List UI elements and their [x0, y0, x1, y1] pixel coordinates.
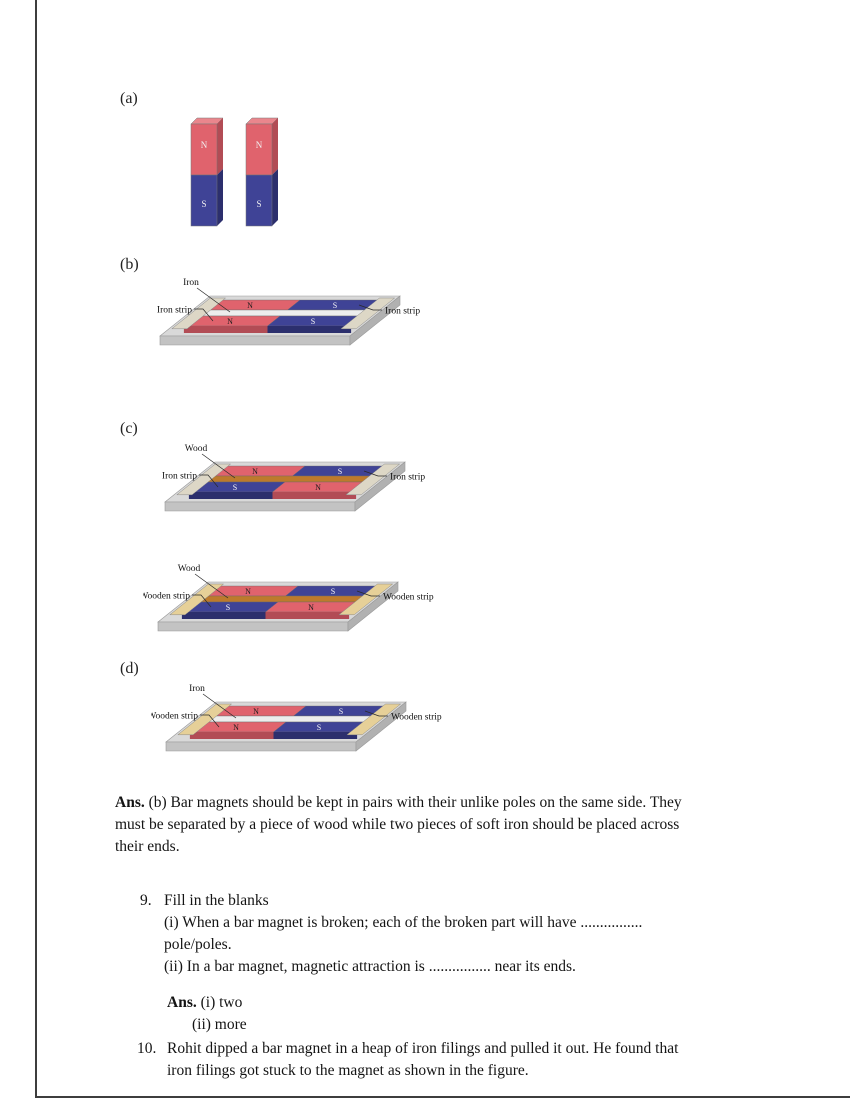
answer-b — [115, 792, 682, 858]
front-magnet-right-face — [273, 492, 357, 499]
question-9-item-i: (i) When a bar magnet is broken; each of the broken part will have ................ — [164, 914, 643, 931]
back-right-pole-letter: S — [330, 587, 336, 596]
answer-b-line1 — [115, 792, 682, 814]
answer-b-line1-text: (b) Bar magnets should be kept in pairs with their unlike poles on the same side. They — [148, 794, 682, 811]
right-strip-label: Wooden strip — [383, 592, 434, 603]
question-9-body — [164, 890, 642, 978]
storage-figure-c1 — [150, 440, 450, 529]
figure-a-label: (a) — [120, 90, 138, 107]
left-strip-label: Wooden strip — [143, 591, 190, 602]
question-10-number: 10. — [137, 1040, 157, 1057]
front-magnet-left-face — [184, 326, 268, 333]
front-left-pole-letter: N — [233, 722, 239, 732]
question-9-answer — [167, 992, 247, 1036]
question-9-title: Fill in the blanks — [164, 892, 269, 909]
question-10-line1: Rohit dipped a bar magnet in a heap of iron filings and pulled it out. He found that — [167, 1040, 679, 1057]
base-slab-front — [165, 502, 355, 511]
figure-a-bar-magnets — [183, 112, 283, 238]
front-right-pole-letter: S — [316, 722, 322, 732]
separator-label: Wood — [177, 564, 201, 574]
back-right-pole-letter: S — [332, 301, 338, 310]
question-9-item-ii: (ii) In a bar magnet, magnetic attraction is ................ near its ends. — [164, 958, 576, 975]
figure-b-label: (b) — [120, 256, 139, 273]
answer-9-ans-label: Ans. — [167, 994, 197, 1011]
question-9 — [140, 890, 642, 978]
right-strip-label: Iron strip — [385, 306, 421, 317]
front-magnet-left-face — [182, 612, 266, 619]
question-10-body — [167, 1038, 678, 1082]
front-left-pole-letter: S — [225, 602, 231, 612]
question-10-line2: iron filings got stuck to the magnet as shown in the figure. — [167, 1062, 529, 1079]
separator-strip — [201, 476, 376, 482]
question-10 — [137, 1038, 678, 1082]
front-left-pole-letter: N — [227, 316, 233, 326]
front-magnet-left-face — [189, 492, 273, 499]
magnet1-side-north — [217, 118, 223, 175]
front-left-pole-letter: S — [232, 482, 238, 492]
separator-label: Iron — [189, 684, 205, 694]
front-magnet-right-face — [274, 732, 358, 739]
answer-b-line3: their ends. — [115, 838, 180, 855]
question-9-number: 9. — [140, 892, 152, 909]
right-strip-label: Wooden strip — [391, 712, 442, 723]
page-border-bottom — [35, 1096, 850, 1098]
back-right-pole-letter: S — [337, 467, 343, 476]
back-left-pole-letter: N — [252, 467, 258, 476]
figure-c-label: (c) — [120, 420, 138, 437]
question-9-item-i-cont: pole/poles. — [164, 936, 232, 953]
answer-b-ans-label: Ans. — [115, 794, 145, 811]
back-left-pole-letter: N — [247, 301, 253, 310]
front-right-pole-letter: S — [310, 316, 316, 326]
front-right-pole-letter: N — [308, 602, 314, 612]
page-border-left — [35, 0, 37, 1098]
magnet1-south-letter: S — [201, 199, 207, 209]
separator-strip — [196, 310, 371, 316]
magnet-storage-diagram — [145, 274, 445, 358]
storage-figure-c2 — [143, 560, 443, 649]
base-slab-front — [160, 336, 350, 345]
front-magnet-right-face — [268, 326, 352, 333]
answer-9-line1 — [167, 992, 247, 1014]
answer-b-line2: must be separated by a piece of wood while two pieces of soft iron should be placed across — [115, 816, 680, 833]
right-strip-label: Iron strip — [390, 472, 426, 483]
answer-9-item-i: (i) two — [200, 994, 243, 1011]
back-left-pole-letter: N — [245, 587, 251, 596]
front-magnet-left-face — [190, 732, 274, 739]
separator-strip — [202, 716, 377, 722]
separator-strip — [194, 596, 369, 602]
left-strip-label: Iron strip — [161, 471, 197, 482]
front-magnet-right-face — [266, 612, 350, 619]
back-right-pole-letter: S — [338, 707, 344, 716]
magnet2-north-letter: N — [255, 140, 263, 150]
magnet2-side-south — [272, 169, 278, 226]
separator-label: Wood — [184, 444, 208, 454]
magnet-storage-diagram — [151, 680, 451, 764]
base-slab-front — [158, 622, 348, 631]
answer-9-item-ii: (ii) more — [192, 1016, 247, 1033]
storage-figure-b — [145, 274, 445, 363]
base-slab-front — [166, 742, 356, 751]
magnet2-south-letter: S — [256, 199, 262, 209]
storage-figure-d — [151, 680, 451, 769]
bar-magnet-1 — [191, 118, 223, 226]
front-right-pole-letter: N — [315, 482, 321, 492]
magnet-storage-diagram — [150, 440, 450, 524]
magnet-storage-diagram — [143, 560, 443, 644]
magnet2-side-north — [272, 118, 278, 175]
back-left-pole-letter: N — [253, 707, 259, 716]
bar-magnet-2 — [246, 118, 278, 226]
left-strip-label: Iron strip — [156, 305, 192, 316]
left-strip-label: Wooden strip — [151, 711, 198, 722]
magnet1-north-letter: N — [200, 140, 208, 150]
separator-label: Iron — [183, 278, 199, 288]
figure-d-label: (d) — [120, 660, 139, 677]
magnet1-side-south — [217, 169, 223, 226]
